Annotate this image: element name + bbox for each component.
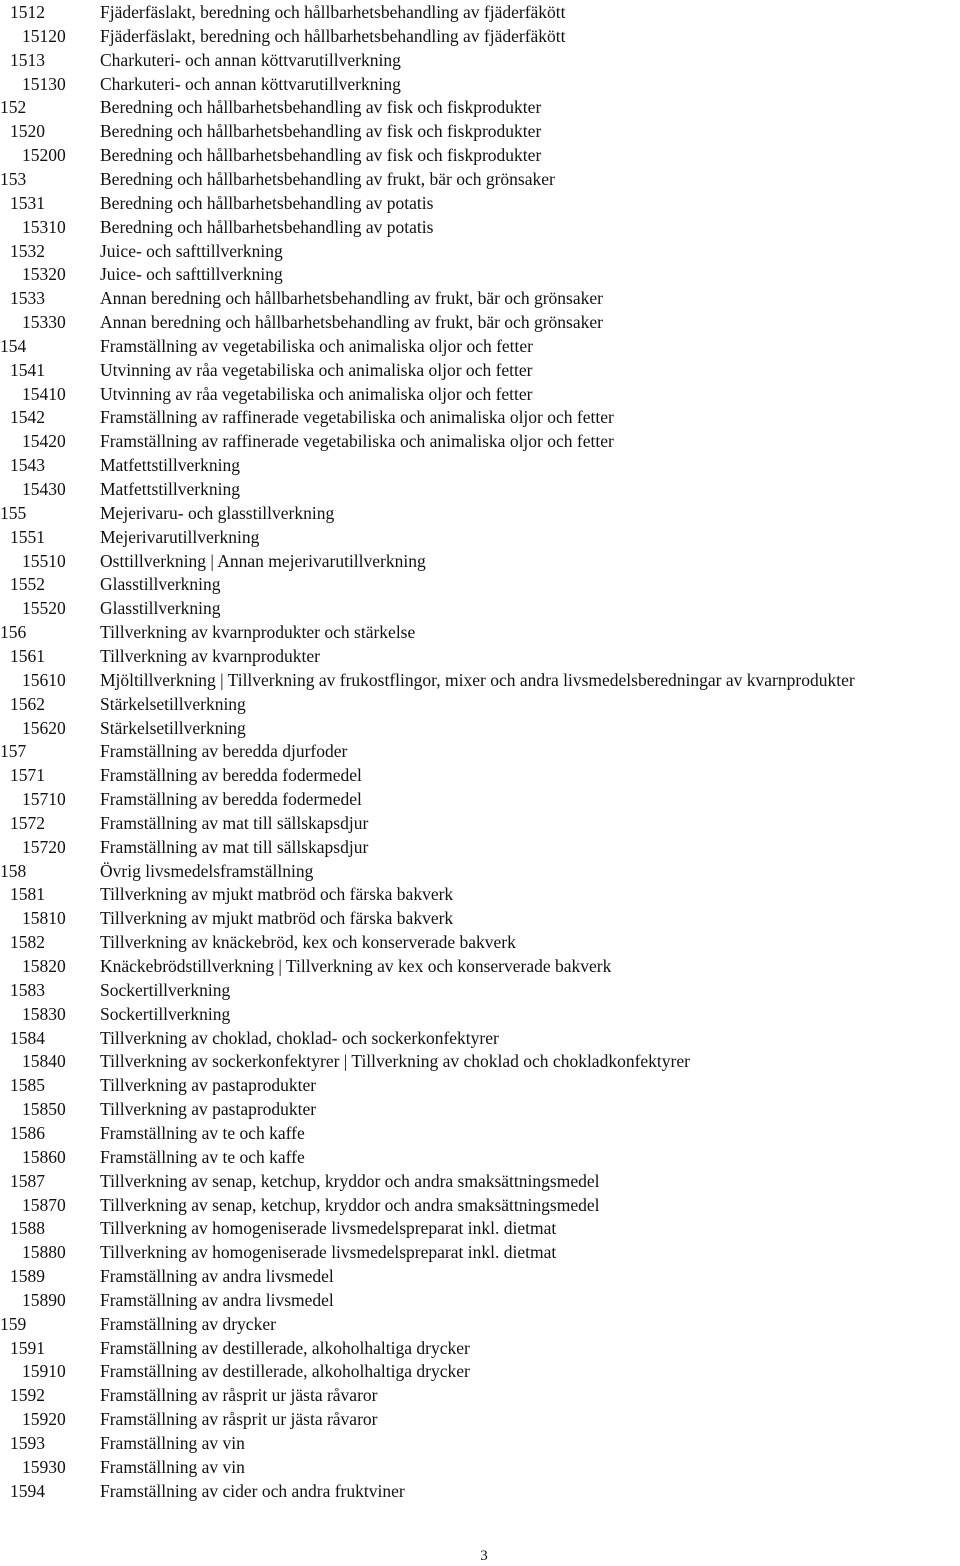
item-code: 1586: [10, 1122, 45, 1143]
list-item: [0, 405, 960, 429]
item-description: Fjäderfäslakt, beredning och hållbarhetsbehandling av fjäderfäkött: [100, 25, 566, 46]
item-code: 15890: [22, 1289, 66, 1310]
list-item: [0, 262, 960, 286]
item-description: Framställning av destillerade, alkoholhaltiga drycker: [100, 1361, 470, 1382]
item-code: 1561: [10, 645, 45, 666]
item-code: 15410: [22, 383, 66, 404]
list-item: [0, 501, 960, 525]
list-item: [0, 1002, 960, 1026]
item-description: Framställning av te och kaffe: [100, 1122, 305, 1143]
item-code: 1571: [10, 765, 45, 786]
item-description: Framställning av andra livsmedel: [100, 1266, 334, 1287]
item-description: Framställning av mat till sällskapsdjur: [100, 836, 369, 857]
item-description: Mjöltillverkning | Tillverkning av frukostflingor, mixer och andra livsmedelsberedningar av kvarnprodukter: [100, 669, 855, 690]
item-code: 1562: [10, 693, 45, 714]
item-code: 1581: [10, 884, 45, 905]
item-description: Framställning av beredda fodermedel: [100, 789, 362, 810]
item-code: 1513: [10, 49, 45, 70]
item-code: 15520: [22, 598, 66, 619]
item-description: Matfettstillverkning: [100, 479, 240, 499]
list-item: [0, 191, 960, 215]
list-item: [0, 1193, 960, 1217]
item-code: 1532: [10, 240, 45, 261]
item-description: Tillverkning av knäckebröd, kex och konserverade bakverk: [100, 932, 516, 953]
item-description: Framställning av råsprit ur jästa råvaror: [100, 1385, 378, 1406]
list-item: [0, 739, 960, 763]
item-code: 15870: [22, 1194, 66, 1215]
list-item: [0, 644, 960, 668]
list-item: [0, 1049, 960, 1073]
item-description: Stärkelsetillverkning: [100, 717, 246, 738]
item-code: 15880: [22, 1242, 66, 1263]
item-description: Beredning och hållbarhetsbehandling av potatis: [100, 216, 434, 237]
item-code: 15820: [22, 956, 66, 976]
item-description: Beredning och hållbarhetsbehandling av fisk och fiskprodukter: [100, 121, 542, 142]
list-item: [0, 477, 960, 501]
item-description: Sockertillverkning: [100, 1003, 231, 1024]
item-description: Utvinning av råa vegetabiliska och animaliska oljor och fetter: [100, 383, 533, 404]
list-item: [0, 48, 960, 72]
list-item: [0, 453, 960, 477]
item-code: 1589: [10, 1266, 45, 1287]
item-description: Charkuteri- och annan köttvarutillverkning: [100, 73, 401, 94]
item-description: Framställning av drycker: [100, 1313, 276, 1334]
item-description: Framställning av vin: [100, 1456, 245, 1477]
item-description: Tillverkning av pastaprodukter: [100, 1075, 317, 1096]
list-item: [0, 1097, 960, 1121]
item-code: 15840: [22, 1051, 66, 1072]
item-description: Beredning och hållbarhetsbehandling av fisk och fiskprodukter: [100, 97, 542, 118]
item-code: 159: [0, 1313, 27, 1334]
list-item: [0, 1431, 960, 1455]
item-description: Juice- och safttillverkning: [100, 240, 283, 261]
item-description: Framställning av beredda djurfoder: [100, 741, 348, 762]
item-code: 156: [0, 622, 27, 643]
item-description: Tillverkning av pastaprodukter: [100, 1099, 317, 1120]
item-code: 154: [0, 335, 27, 356]
list-item: [0, 668, 960, 692]
item-description: Framställning av raffinerade vegetabiliska och animaliska oljor och fetter: [100, 431, 614, 452]
list-item: [0, 692, 960, 716]
list-item: [0, 382, 960, 406]
item-code: 15910: [22, 1361, 66, 1382]
list-item: [0, 1264, 960, 1288]
list-item: [0, 72, 960, 96]
item-description: Framställning av te och kaffe: [100, 1146, 305, 1167]
list-item: [0, 954, 960, 978]
list-item: [0, 763, 960, 787]
item-description: Stärkelsetillverkning: [100, 693, 246, 714]
list-item: [0, 1336, 960, 1360]
item-code: 1592: [10, 1385, 45, 1406]
list-item: [0, 1312, 960, 1336]
item-description: Fjäderfäslakt, beredning och hållbarhetsbehandling av fjäderfäkött: [100, 2, 566, 22]
list-item: [0, 859, 960, 883]
list-item: [0, 906, 960, 930]
item-code: 1572: [10, 812, 45, 833]
list-item: [0, 596, 960, 620]
list-item: [0, 787, 960, 811]
item-code: 1583: [10, 979, 45, 1000]
item-code: 1593: [10, 1433, 45, 1453]
item-description: Charkuteri- och annan köttvarutillverkning: [100, 49, 401, 70]
item-code: 1588: [10, 1218, 45, 1239]
list-item: [0, 978, 960, 1002]
item-code: 1594: [10, 1480, 45, 1501]
list-item: [0, 24, 960, 48]
item-code: 152: [0, 97, 27, 118]
item-code: 1531: [10, 192, 45, 213]
list-item: [0, 1145, 960, 1169]
item-code: 15850: [22, 1099, 66, 1120]
list-item: [0, 1169, 960, 1193]
item-description: Framställning av andra livsmedel: [100, 1289, 334, 1310]
item-code: 15720: [22, 836, 66, 857]
list-item: [0, 143, 960, 167]
list-item: [0, 0, 960, 24]
item-description: Annan beredning och hållbarhetsbehandling av frukt, bär och grönsaker: [100, 312, 603, 333]
item-code: 15330: [22, 312, 66, 333]
item-description: Beredning och hållbarhetsbehandling av potatis: [100, 192, 434, 213]
item-code: 15120: [22, 25, 66, 46]
item-description: Framställning av cider och andra fruktviner: [100, 1480, 405, 1501]
list-item: [0, 1216, 960, 1240]
item-code: 1542: [10, 407, 45, 428]
item-code: 155: [0, 502, 27, 523]
item-description: Tillverkning av mjukt matbröd och färska bakverk: [100, 908, 454, 929]
list-item: [0, 1359, 960, 1383]
item-code: 15920: [22, 1409, 66, 1430]
item-code: 1582: [10, 932, 45, 953]
list-item: [0, 334, 960, 358]
item-description: Övrig livsmedelsframställning: [100, 860, 314, 881]
list-item: [0, 1026, 960, 1050]
list-item: [0, 215, 960, 239]
item-description: Tillverkning av senap, ketchup, kryddor och andra smaksättningsmedel: [100, 1170, 600, 1191]
item-code: 1512: [10, 2, 45, 22]
list-item: [0, 620, 960, 644]
item-code: 15830: [22, 1003, 66, 1024]
item-description: Framställning av mat till sällskapsdjur: [100, 812, 369, 833]
item-description: Tillverkning av kvarnprodukter: [100, 645, 321, 666]
item-code: 15810: [22, 908, 66, 929]
item-code: 1533: [10, 288, 45, 309]
list-item: [0, 310, 960, 334]
item-description: Framställning av beredda fodermedel: [100, 765, 362, 786]
item-description: Tillverkning av sockerkonfektyrer | Tillverkning av choklad och chokladkonfektyrer: [100, 1051, 690, 1072]
list-item: [0, 286, 960, 310]
item-code: 1591: [10, 1337, 45, 1358]
item-description: Annan beredning och hållbarhetsbehandling av frukt, bär och grönsaker: [100, 288, 603, 309]
item-code: 15860: [22, 1146, 66, 1167]
list-item: [0, 95, 960, 119]
list-item: [0, 119, 960, 143]
item-description: Tillverkning av homogeniserade livsmedelspreparat inkl. dietmat: [100, 1218, 557, 1239]
list-item: [0, 1407, 960, 1431]
list-item: [0, 1479, 960, 1503]
list-item: [0, 1455, 960, 1479]
item-code: 1585: [10, 1075, 45, 1096]
item-description: Glasstillverkning: [100, 598, 221, 619]
item-description: Utvinning av råa vegetabiliska och animaliska oljor och fetter: [100, 359, 533, 380]
item-code: 15310: [22, 216, 66, 237]
item-code: 1543: [10, 455, 45, 476]
list-item: [0, 429, 960, 453]
item-code: 157: [0, 741, 27, 762]
item-code: 1541: [10, 359, 45, 380]
list-item: [0, 882, 960, 906]
item-code: 15430: [22, 479, 66, 499]
item-description: Tillverkning av choklad, choklad- och sockerkonfektyrer: [100, 1027, 499, 1048]
list-item: [0, 525, 960, 549]
item-code: 15200: [22, 145, 66, 166]
item-description: Tillverkning av kvarnprodukter och stärkelse: [100, 622, 416, 643]
item-code: 1584: [10, 1027, 45, 1048]
list-item: [0, 239, 960, 263]
list-item: [0, 167, 960, 191]
list-item: [0, 358, 960, 382]
item-description: Beredning och hållbarhetsbehandling av frukt, bär och grönsaker: [100, 168, 555, 189]
item-code: 153: [0, 168, 27, 189]
list-item: [0, 1240, 960, 1264]
item-description: Beredning och hållbarhetsbehandling av fisk och fiskprodukter: [100, 145, 542, 166]
list-item: [0, 572, 960, 596]
item-description: Tillverkning av mjukt matbröd och färska bakverk: [100, 884, 454, 905]
item-description: Knäckebrödstillverkning | Tillverkning av kex och konserverade bakverk: [100, 956, 612, 976]
list-item: [0, 1383, 960, 1407]
item-code: 15420: [22, 431, 66, 452]
item-description: Mejerivaru- och glasstillverkning: [100, 502, 335, 523]
list-item: [0, 716, 960, 740]
item-description: Framställning av vegetabiliska och animaliska oljor och fetter: [100, 335, 533, 356]
item-description: Sockertillverkning: [100, 979, 231, 1000]
item-code: 158: [0, 860, 27, 881]
item-code: 1587: [10, 1170, 45, 1191]
list-item: [0, 930, 960, 954]
item-code: 15620: [22, 717, 66, 738]
list-item: [0, 1073, 960, 1097]
item-description: Tillverkning av homogeniserade livsmedelspreparat inkl. dietmat: [100, 1242, 557, 1263]
item-description: Framställning av råsprit ur jästa råvaror: [100, 1409, 378, 1430]
list-item: [0, 811, 960, 835]
item-code: 15710: [22, 789, 66, 810]
item-code: 15610: [22, 669, 66, 690]
item-description: Juice- och safttillverkning: [100, 264, 283, 285]
item-description: Framställning av destillerade, alkoholhaltiga drycker: [100, 1337, 470, 1358]
item-code: 15320: [22, 264, 66, 285]
page-number: 3: [480, 1548, 488, 1564]
item-code: 1552: [10, 574, 45, 595]
item-description: Mejerivarutillverkning: [100, 526, 260, 547]
item-description: Tillverkning av senap, ketchup, kryddor och andra smaksättningsmedel: [100, 1194, 600, 1215]
item-description: Matfettstillverkning: [100, 455, 240, 476]
item-description: Osttillverkning | Annan mejerivarutillverkning: [100, 550, 426, 571]
list-item: [0, 549, 960, 573]
item-code: 1520: [10, 121, 45, 142]
item-code: 15930: [22, 1456, 66, 1477]
item-code: 15130: [22, 73, 66, 94]
item-description: Framställning av vin: [100, 1433, 245, 1453]
list-item: [0, 835, 960, 859]
item-code: 1551: [10, 526, 45, 547]
list-item: [0, 1121, 960, 1145]
item-code: 15510: [22, 550, 66, 571]
item-description: Glasstillverkning: [100, 574, 221, 595]
list-item: [0, 1288, 960, 1312]
item-description: Framställning av raffinerade vegetabiliska och animaliska oljor och fetter: [100, 407, 614, 428]
